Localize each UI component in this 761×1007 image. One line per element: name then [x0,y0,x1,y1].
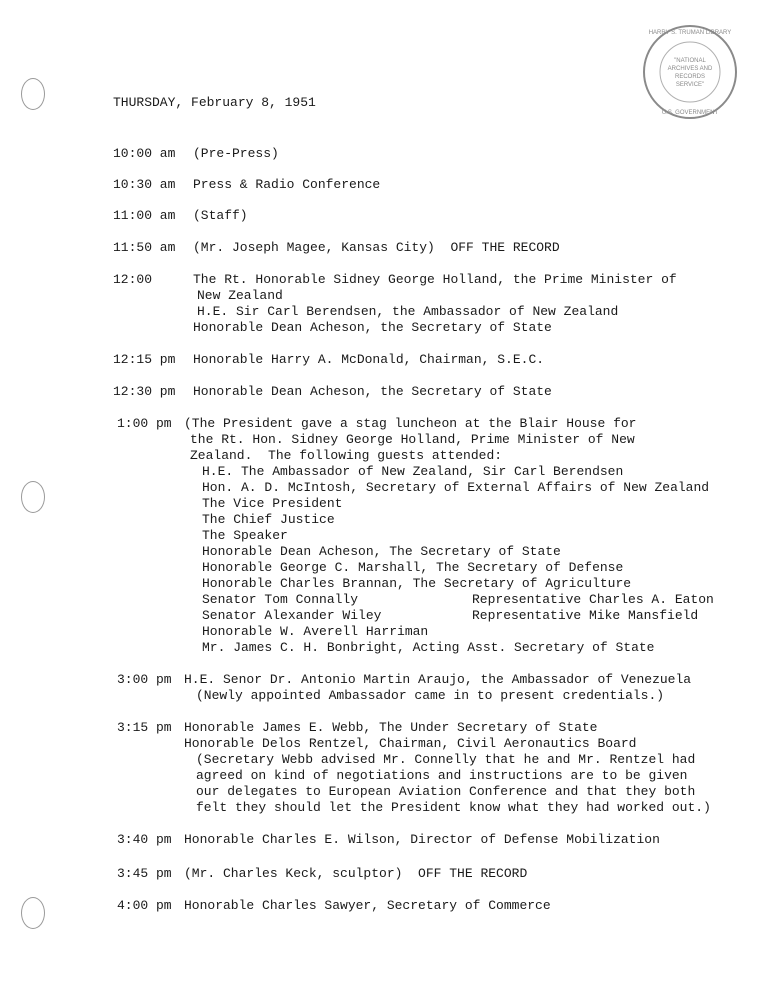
entry-line: Honorable Dean Acheson, the Secretary of State [193,320,552,335]
entry-time: 4:00 pm [117,898,172,913]
entry-line: agreed on kind of negotiations and instructions are to be given [196,768,688,783]
entry-line: Honorable Dean Acheson, The Secretary of State [202,544,561,559]
entry-line: (The President gave a stag luncheon at the Blair House for [184,416,637,431]
entry-time: 11:50 am [113,240,176,255]
entry-line: H.E. Senor Dr. Antonio Martin Araujo, the Ambassador of Venezuela [184,672,692,687]
entry-line: Hon. A. D. McIntosh, Secretary of External Affairs of New Zealand [202,480,710,495]
entry-line: New Zealand [197,288,283,303]
entry-time: 3:00 pm [117,672,172,687]
entry-line: (Staff) [193,208,248,223]
entry-line: Zealand. The following guests attended: [190,448,503,463]
guest-right-column-line: Representative Charles A. Eaton [472,592,714,607]
entry-time: 1:00 pm [117,416,172,431]
svg-text:ARCHIVES AND: ARCHIVES AND [667,66,713,72]
entry-line: our delegates to European Aviation Conference and that they both [196,784,696,799]
entry-line: The Speaker [202,528,288,543]
entry-time: 3:45 pm [117,866,172,881]
entry-time: 3:40 pm [117,832,172,847]
entry-line: (Newly appointed Ambassador came in to present credentials.) [196,688,665,703]
entry-line: felt they should let the President know what they had worked out.) [196,800,711,815]
entry-line: (Pre-Press) [193,146,279,161]
entry-line: The Rt. Honorable Sidney George Holland, the Prime Minister of [193,272,677,287]
entry-line: Mr. James C. H. Bonbright, Acting Asst. Secretary of State [202,640,655,655]
entry-time: 10:30 am [113,177,176,192]
entry-time: 11:00 am [113,208,176,223]
guest-right-column-line: Representative Mike Mansfield [472,608,699,623]
entry-line: (Secretary Webb advised Mr. Connelly that he and Mr. Rentzel had [196,752,696,767]
entry-line: Honorable James E. Webb, The Under Secretary of State [184,720,598,735]
entry-time: 3:15 pm [117,720,172,735]
entry-line: Honorable George C. Marshall, The Secretary of Defense [202,560,624,575]
entry-line: Honorable Harry A. McDonald, Chairman, S.E.C. [193,352,545,367]
svg-text:RECORDS: RECORDS [674,74,706,80]
binder-hole-middle [21,481,45,513]
entry-line: Honorable Charles Sawyer, Secretary of Commerce [184,898,551,913]
entry-line: H.E. Sir Carl Berendsen, the Ambassador of New Zealand [197,304,619,319]
entry-line: Senator Alexander Wiley [202,608,382,623]
entry-line: The Vice President [202,496,343,511]
svg-text:U.S. GOVERNMENT: U.S. GOVERNMENT [661,110,719,116]
entry-time: 10:00 am [113,146,176,161]
entry-line: (Mr. Charles Keck, sculptor) OFF THE RECORD [184,866,528,881]
entry-time: 12:00 [113,272,153,287]
entry-line: Press & Radio Conference [193,177,381,192]
entry-line: Honorable Charles E. Wilson, Director of Defense Mobilization [184,832,660,847]
svg-text:SERVICE": SERVICE" [675,82,705,88]
entry-line: The Chief Justice [202,512,335,527]
entry-time: 12:15 pm [113,352,176,367]
entry-line: Honorable W. Averell Harriman [202,624,429,639]
binder-hole-bottom [21,897,45,929]
binder-hole-top [21,78,45,110]
svg-text:"NATIONAL: "NATIONAL [674,58,706,64]
page-date: THURSDAY, February 8, 1951 [113,95,316,110]
entry-time: 12:30 pm [113,384,176,399]
entry-line: Senator Tom Connally [202,592,359,607]
library-stamp [640,22,740,122]
svg-text:HARRY S. TRUMAN LIBRARY: HARRY S. TRUMAN LIBRARY [648,30,732,36]
entry-line: (Mr. Joseph Magee, Kansas City) OFF THE RECORD [193,240,560,255]
entry-line: the Rt. Hon. Sidney George Holland, Prime Minister of New [190,432,635,447]
entry-line: Honorable Charles Brannan, The Secretary of Agriculture [202,576,632,591]
entry-line: Honorable Dean Acheson, the Secretary of State [193,384,552,399]
entry-line: Honorable Delos Rentzel, Chairman, Civil Aeronautics Board [184,736,637,751]
entry-line: H.E. The Ambassador of New Zealand, Sir Carl Berendsen [202,464,624,479]
